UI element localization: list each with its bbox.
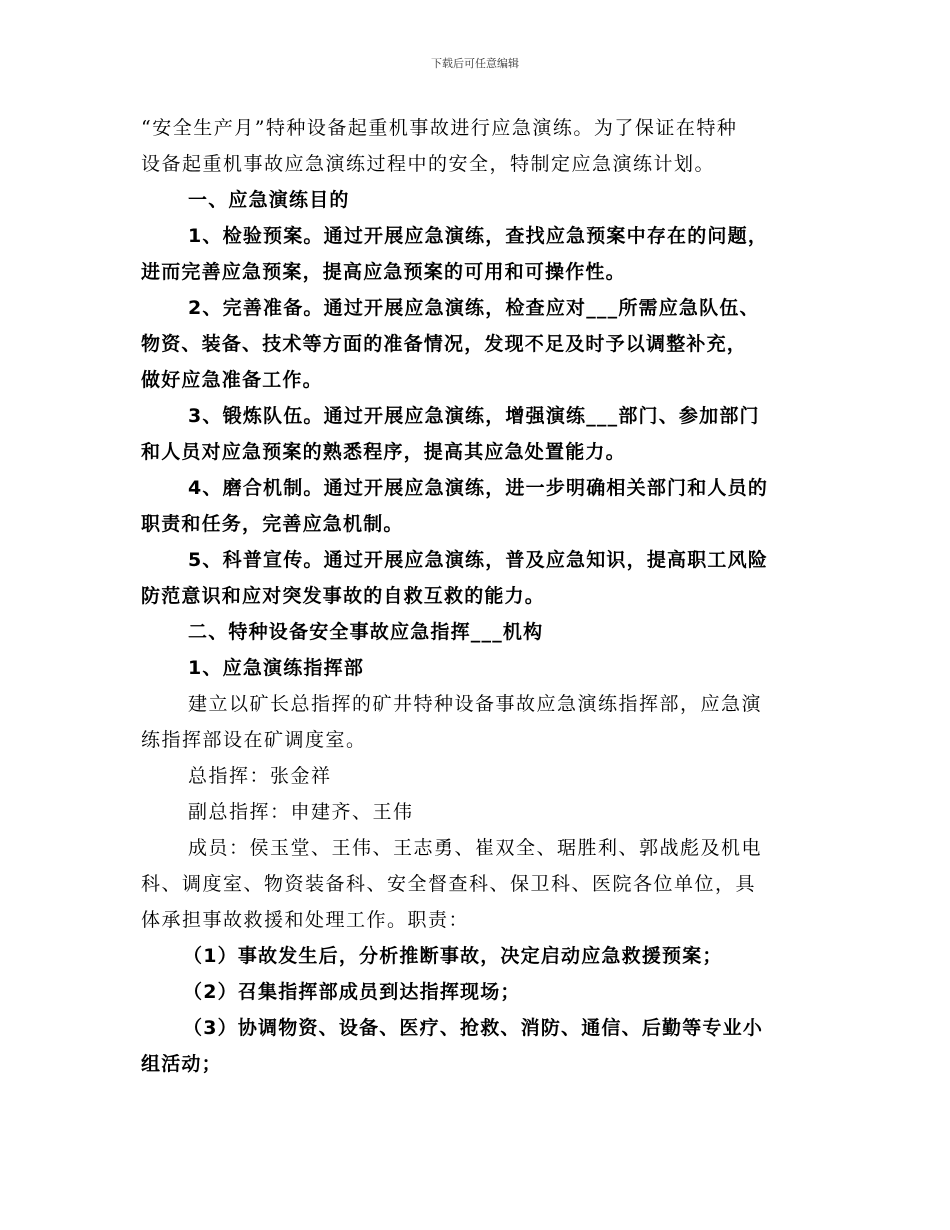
text-line: 2、完善准备。通过开展应急演练，检查应对___所需应急队伍、	[188, 297, 760, 319]
text-line: 体承担事故救援和处理工作。职责：	[141, 909, 470, 931]
text-line: 做好应急准备工作。	[141, 369, 323, 391]
text-line: 设备起重机事故应急演练过程中的安全，特制定应急演练计划。	[141, 153, 716, 175]
text-line: 科、调度室、物资装备科、安全督查科、保卫科、医院各位单位，具	[141, 873, 757, 895]
text-line: 建立以矿长总指挥的矿井特种设备事故应急演练指挥部，应急演	[188, 693, 763, 715]
text-line: 4、磨合机制。通过开展应急演练，进一步明确相关部门和人员的	[188, 477, 769, 499]
page-header: 下载后可任意编辑	[431, 57, 519, 70]
text-line: （3）协调物资、设备、医疗、抢救、消防、通信、后勤等专业小	[183, 1017, 764, 1039]
text-line: 1、应急演练指挥部	[188, 657, 365, 679]
text-line: 和人员对应急预案的熟悉程序，提高其应急处置能力。	[141, 441, 626, 463]
text-line: 二、特种设备安全事故应急指挥___机构	[188, 621, 544, 643]
text-line: （2）召集指挥部成员到达指挥现场；	[183, 981, 521, 1003]
text-line: 5、科普宣传。通过开展应急演练，普及应急知识，提高职工风险	[188, 549, 769, 571]
text-line: “安全生产月”特种设备起重机事故进行应急演练。为了保证在特种	[141, 117, 738, 139]
text-line: 组活动；	[141, 1053, 222, 1075]
text-line: 1、检验预案。通过开展应急演练，查找应急预案中存在的问题，	[188, 225, 769, 247]
text-line: 练指挥部设在矿调度室。	[141, 729, 367, 751]
text-line: 防范意识和应对突发事故的自救互救的能力。	[141, 585, 546, 607]
text-line: 进而完善应急预案，提高应急预案的可用和可操作性。	[141, 261, 626, 283]
text-line: 副总指挥：申建齐、王伟	[188, 801, 414, 823]
text-line: 总指挥：张金祥	[188, 765, 332, 787]
text-line: 成员：侯玉堂、王伟、王志勇、崔双全、琚胜利、郭战彪及机电	[188, 837, 763, 859]
text-line: 3、锻炼队伍。通过开展应急演练，增强演练___部门、参加部门	[188, 405, 760, 427]
text-line: 职责和任务，完善应急机制。	[141, 513, 404, 535]
text-line: 物资、装备、技术等方面的准备情况，发现不足及时予以调整补充，	[141, 333, 748, 355]
text-line: 一、应急演练目的	[188, 189, 350, 211]
document-body	[141, 110, 811, 1082]
text-line: （1）事故发生后，分析推断事故，决定启动应急救援预案；	[183, 945, 723, 967]
